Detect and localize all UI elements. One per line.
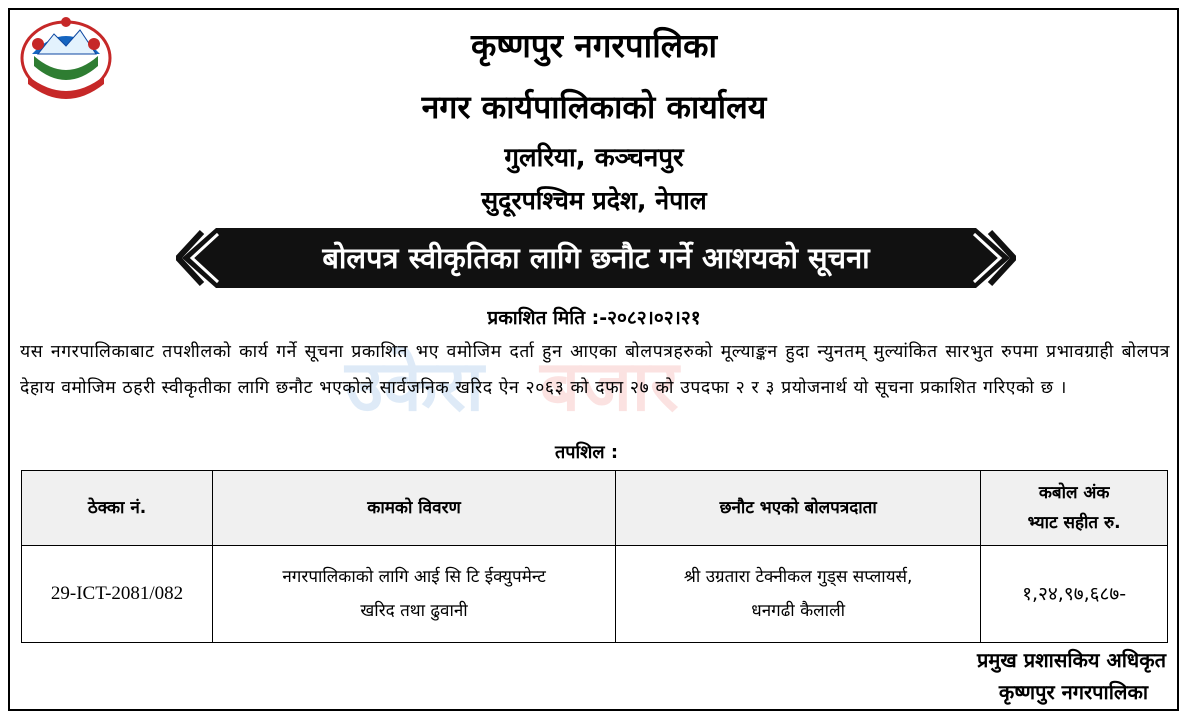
- province-country: सुदूरपश्चिम प्रदेश, नेपाल: [481, 186, 707, 215]
- signatory-title: प्रमुख प्रशासकिय अधिकृत: [977, 648, 1166, 672]
- cell-contract-no: 29-ICT-2081/082: [22, 546, 213, 643]
- cell-selected-bidder: [616, 546, 981, 643]
- municipality-name: कृष्णपुर नगरपालिका: [470, 26, 718, 65]
- header-work-description: कामको विवरण: [213, 471, 616, 546]
- signatory-org: कृष्णपुर नगरपालिका: [998, 680, 1148, 704]
- work-line1: नगरपालिकाको लागि आई सि टि ईक्युपमेन्ट: [282, 567, 546, 587]
- cell-bid-amount: १,२४,९७,६८७-: [981, 546, 1168, 643]
- notice-body: यस नगरपालिकाबाट तपशीलको कार्य गर्ने सूचना प्रकाशित भए वमोजिम दर्ता हुन आएका बोलपत्रहरुको मूल्याङ्कन हुदा न्युनतम् मुल्यांकित सारभुत रुपमा प्रभावग्राही बोलपत्र देहाय वमोजिम ठहरी स्वीकृतीका लागि छनौट भएकोले सार्वजनिक खरिद ऐन २०६३ को दफा २७ को उपदफा २ र ३ प्रयोजनार्थ यो सूचना प्रकाशित गरिएको छ ।: [20, 342, 1170, 398]
- header-bid-amount-line2: भ्याट सहीत रु.: [1027, 513, 1121, 533]
- header-contract-no: ठेक्का नं.: [22, 471, 213, 546]
- published-date: प्रकाशित मिति :-२०८२।०२।२१: [487, 307, 701, 329]
- watermark-part2: बजार: [540, 345, 679, 427]
- details-label: तपशिल :: [555, 442, 619, 463]
- table-header-row: [22, 471, 1168, 546]
- notice-title: बोलपत्र स्वीकृतिका लागि छनौट गर्ने आशयको सूचना: [322, 241, 870, 275]
- watermark-part1: उकेरा: [345, 345, 484, 427]
- cell-work-description: [213, 546, 616, 643]
- office-address: गुलरिया, कञ्चनपुर: [504, 143, 684, 173]
- bidder-line2: धनगढी कैलाली: [751, 601, 846, 621]
- notice-banner: [176, 226, 1016, 290]
- table-row: [22, 546, 1168, 643]
- work-line2: खरिद तथा ढुवानी: [360, 601, 468, 621]
- office-name: नगर कार्यपालिकाको कार्यालय: [421, 88, 767, 126]
- selection-table: [21, 470, 1168, 643]
- header-selected-bidder: छनौट भएको बोलपत्रदाता: [616, 471, 981, 546]
- bidder-line1: श्री उग्रतारा टेक्नीकल गुड्स सप्लायर्स,: [683, 567, 913, 587]
- header-bid-amount-line1: कबोल अंक: [1038, 483, 1110, 503]
- header-bid-amount: [981, 471, 1168, 546]
